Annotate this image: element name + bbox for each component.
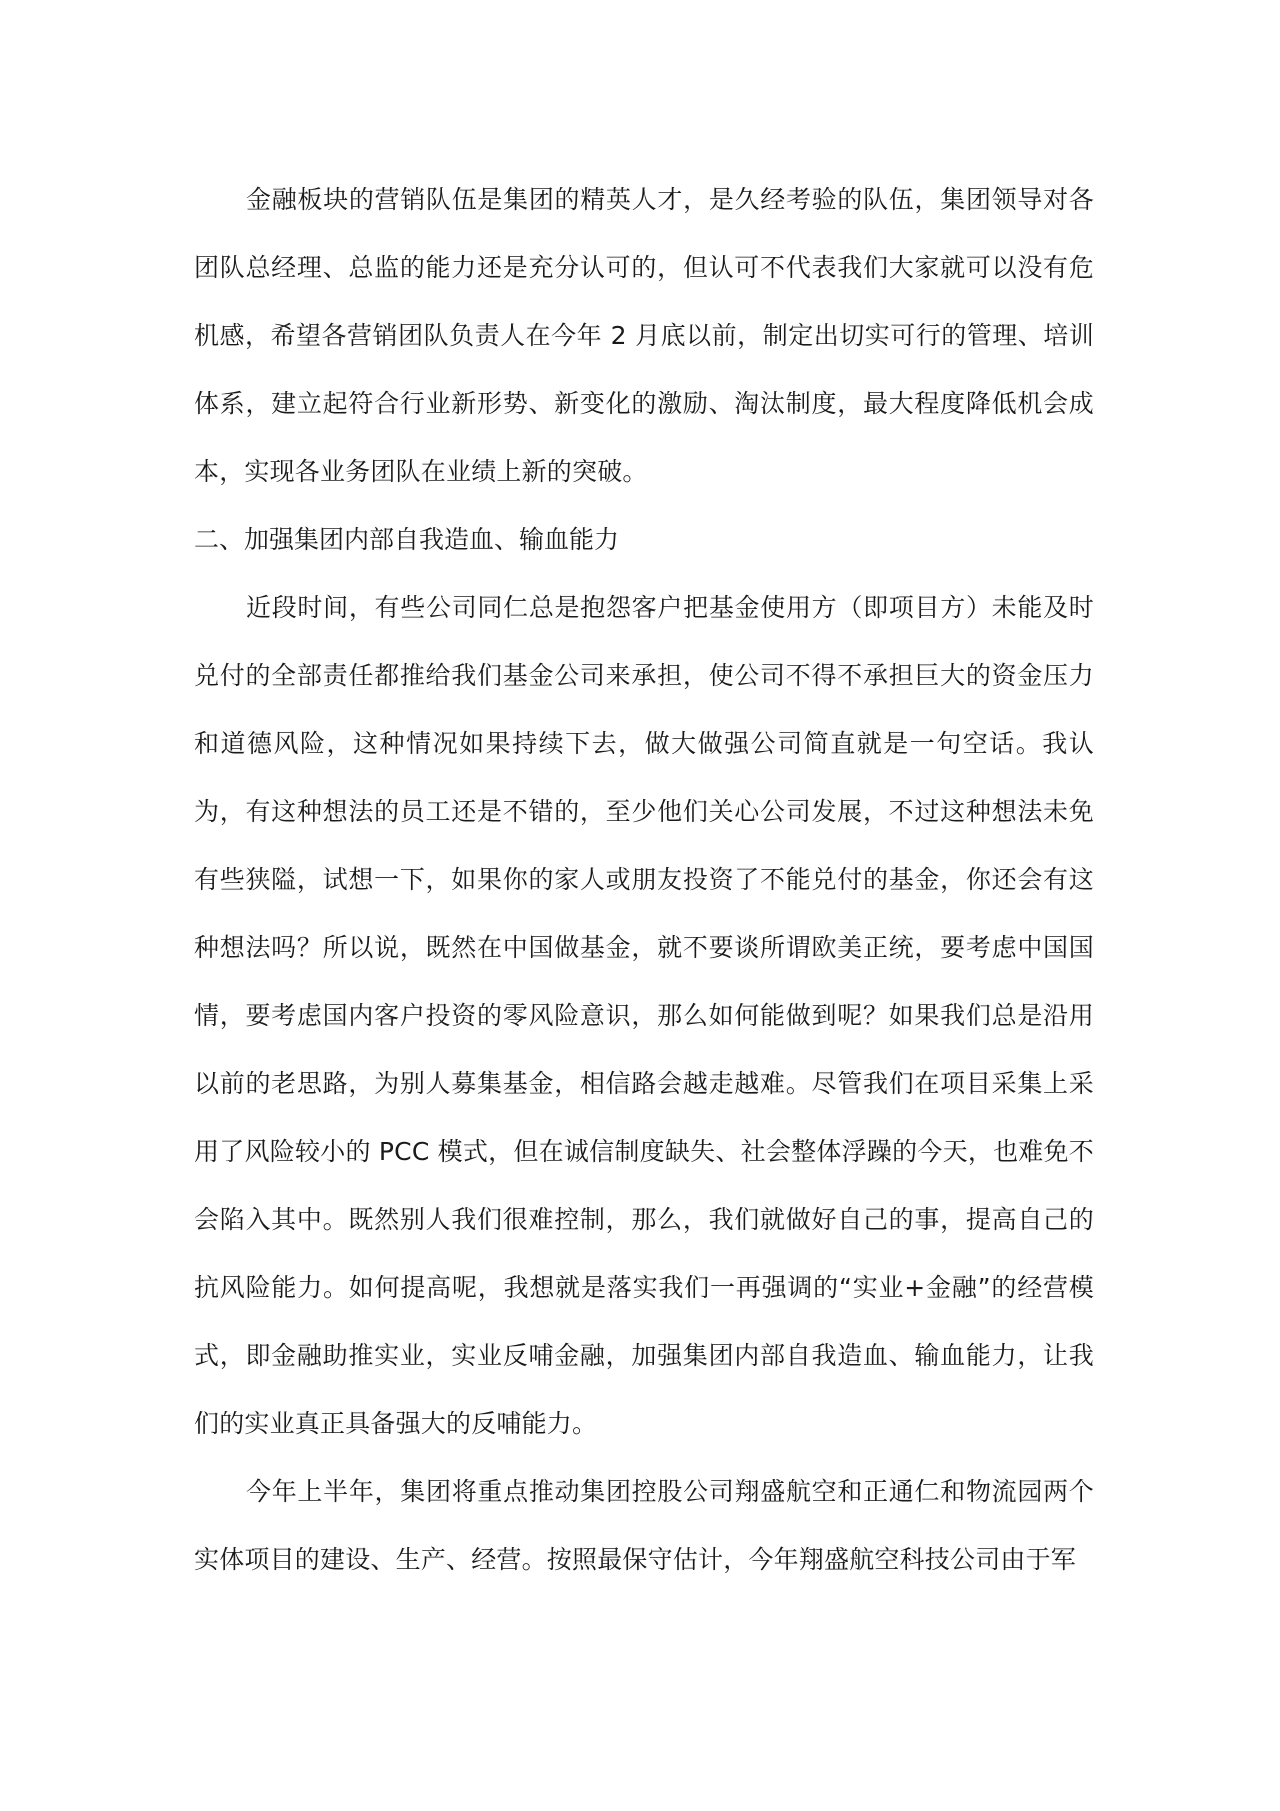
document-body bbox=[194, 166, 1094, 1594]
paragraph-self-sufficiency: 近段时间，有些公司同仁总是抱怨客户把基金使用方（即项目方）未能及时兑付的全部责任都推给我们基金公司来承担，使公司不得不承担巨大的资金压力和道德风险，这种情况如果持续下去，做大做强公司简直就是一句空话。我认为，有这种想法的员工还是不错的，至少他们关心公司发展，不过这种想法未免有些狭隘，试想一下，如果你的家人或朋友投资了不能兑付的基金，你还会有这种想法吗？所以说，既然在中国做基金，就不要谈所谓欧美正统，要考虑中国国情，要考虑国内客户投资的零风险意识，那么如何能做到呢？如果我们总是沿用以前的老思路，为别人募集基金，相信路会越走越难。尽管我们在项目采集上采用了风险较小的 PCC 模式，但在诚信制度缺失、社会整体浮躁的今天，也难免不会陷入其中。既然别人我们很难控制，那么，我们就做好自己的事，提高自己的抗风险能力。如何提高呢，我想就是落实我们一再强调的“实业+金融”的经营模式，即金融助推实业，实业反哺金融，加强集团内部自我造血、输血能力，让我们的实业真正具备强大的反哺能力。 bbox=[194, 593, 1094, 1438]
section-heading-2: 二、加强集团内部自我造血、输血能力 bbox=[194, 525, 620, 554]
paragraph-first-half-plan: 今年上半年，集团将重点推动集团控股公司翔盛航空和正通仁和物流园两个实体项目的建设、生产、经营。按照最保守估计，今年翔盛航空科技公司由于军 bbox=[194, 1477, 1094, 1574]
paragraph-marketing-team: 金融板块的营销队伍是集团的精英人才，是久经考验的队伍，集团领导对各团队总经理、总监的能力还是充分认可的，但认可不代表我们大家就可以没有危机感，希望各营销团队负责人在今年 2 月底以前，制定出切实可行的管理、培训体系，建立起符合行业新形势、新变化的激励、淘汰制度，最大程度降低机会成本，实现各业务团队在业绩上新的突破。 bbox=[194, 185, 1094, 486]
